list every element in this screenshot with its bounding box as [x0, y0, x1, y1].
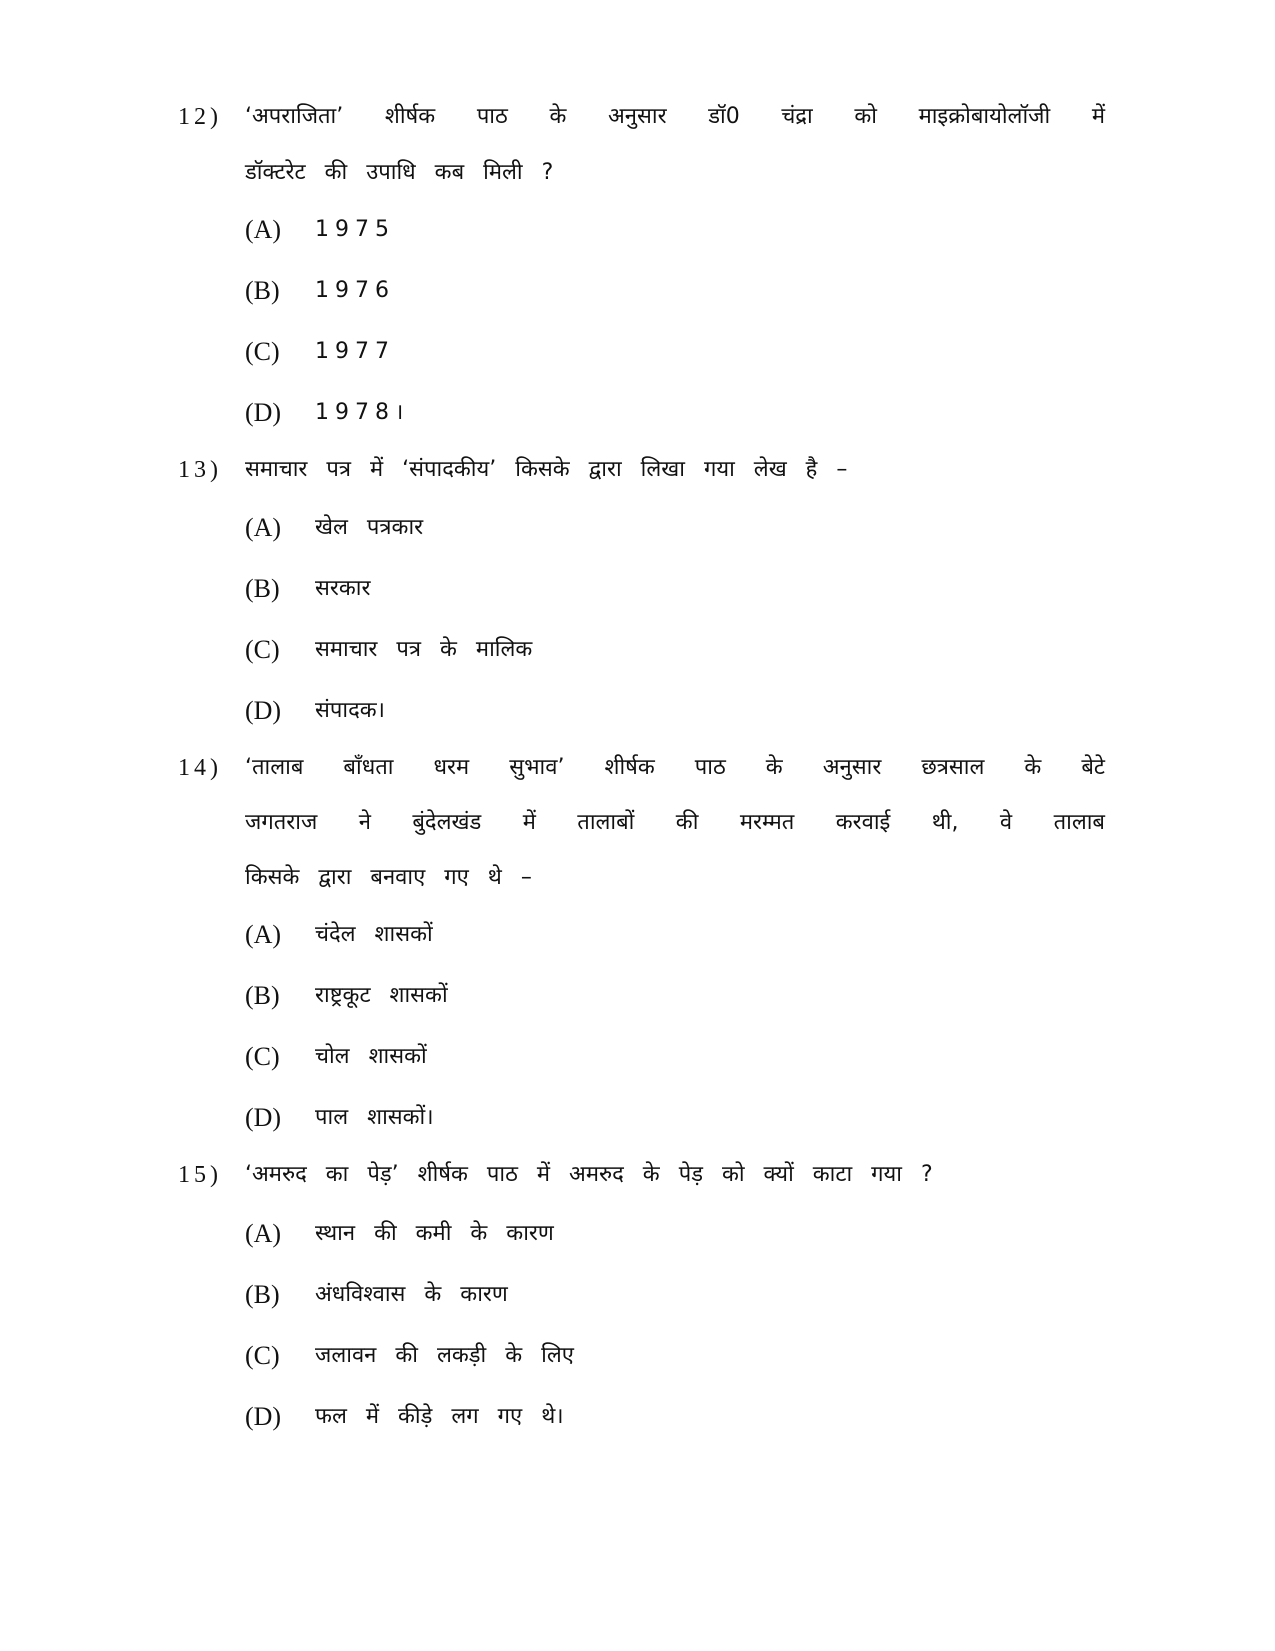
option-text: 1978।: [315, 400, 410, 425]
option-text: स्थान की कमी के कारण: [315, 1221, 554, 1246]
option-label: (A): [245, 513, 282, 542]
option-label: (C): [245, 1341, 280, 1370]
option-text: 1977: [315, 339, 395, 364]
question-number: 13): [178, 457, 222, 483]
option-label: (B): [245, 1280, 280, 1309]
question-text-line: ‘अमरुद का पेड़’ शीर्षक पाठ में अमरुद के पेड़ को क्यों काटा गया ?: [245, 1162, 933, 1187]
option-label: (C): [245, 337, 280, 366]
option-label: (A): [245, 920, 282, 949]
question-text-line: डॉक्टरेट की उपाधि कब मिली ?: [245, 160, 554, 185]
option-label: (C): [245, 1042, 280, 1071]
option-text: 1976: [315, 278, 395, 303]
option-label: (D): [245, 398, 282, 427]
question-text-line: समाचार पत्र में ‘संपादकीय’ किसके द्वारा लिखा गया लेख है –: [245, 457, 848, 482]
option-text: चोल शासकों: [315, 1044, 427, 1069]
option-text: 1975: [315, 217, 395, 242]
question-text-line: किसके द्वारा बनवाए गए थे –: [245, 865, 532, 890]
option-text: पाल शासकों।: [315, 1105, 434, 1130]
option-label: (D): [245, 1103, 282, 1132]
option-label: (A): [245, 1219, 282, 1248]
question-text-line: ‘तालाब बाँधता धरम सुभाव’ शीर्षक पाठ के अनुसार छत्रसाल के बेटे: [245, 755, 1105, 780]
option-text: फल में कीड़े लग गए थे।: [315, 1404, 564, 1429]
option-text: राष्ट्रकूट शासकों: [315, 983, 448, 1008]
option-label: (D): [245, 1402, 282, 1431]
question-text-line: ‘अपराजिता’ शीर्षक पाठ के अनुसार डॉ0 चंद्रा को माइक्रोबायोलॉजी में: [245, 104, 1105, 129]
option-text: खेल पत्रकार: [315, 515, 424, 540]
question-number: 12): [178, 104, 222, 130]
option-label: (A): [245, 215, 282, 244]
option-label: (C): [245, 635, 280, 664]
option-label: (B): [245, 574, 280, 603]
question-number: 15): [178, 1162, 222, 1188]
option-label: (B): [245, 981, 280, 1010]
question-text-line: जगतराज ने बुंदेलखंड में तालाबों की मरम्मत करवाई थी, वे तालाब: [245, 810, 1105, 835]
option-text: समाचार पत्र के मालिक: [315, 637, 533, 662]
option-label: (D): [245, 696, 282, 725]
option-text: चंदेल शासकों: [315, 922, 433, 947]
option-text: सरकार: [315, 576, 371, 601]
option-label: (B): [245, 276, 280, 305]
option-text: संपादक।: [315, 698, 385, 723]
question-number: 14): [178, 755, 222, 781]
option-text: जलावन की लकड़ी के लिए: [315, 1343, 574, 1368]
option-text: अंधविश्वास के कारण: [315, 1282, 508, 1307]
